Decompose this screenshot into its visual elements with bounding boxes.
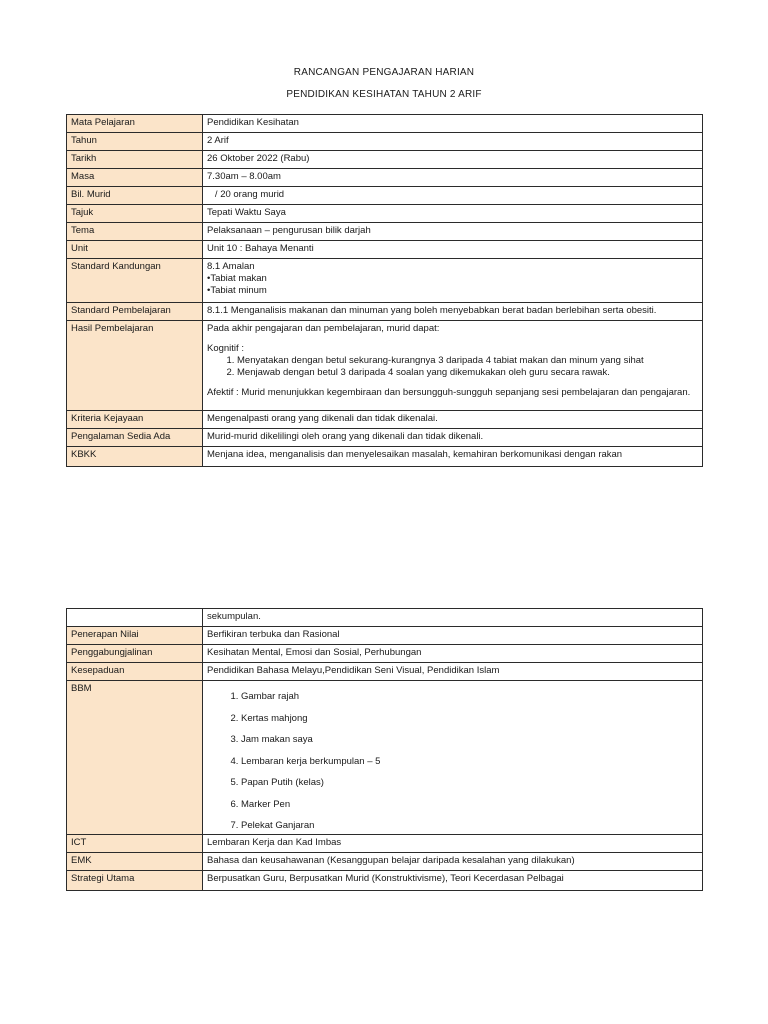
hasil-intro: Pada akhir pengajaran dan pembelajaran, murid dapat: (207, 323, 440, 334)
table-row (67, 835, 703, 853)
row-value: Tepati Waktu Saya (203, 205, 703, 223)
table-row (67, 609, 703, 627)
lesson-plan-table-1 (66, 114, 703, 467)
row-value: Murid-murid dikelilingi oleh orang yang dikenali dan tidak dikenali. (203, 429, 703, 447)
row-label: Tahun (67, 133, 203, 151)
row-label: Pengalaman Sedia Ada (67, 429, 203, 447)
standard-kandungan-heading: 8.1 Amalan (207, 261, 255, 272)
table-row (67, 169, 703, 187)
bbm-list (207, 691, 698, 832)
row-label: Penerapan Nilai (67, 627, 203, 645)
row-value: 2 Arif (203, 133, 703, 151)
kognitif-list (207, 355, 698, 379)
row-label: Kriteria Kejayaan (67, 411, 203, 429)
row-value: sekumpulan. (203, 609, 703, 627)
list-item: 7. Pelekat Ganjaran (241, 820, 698, 832)
row-label: Tema (67, 223, 203, 241)
table-row (67, 411, 703, 429)
row-value: Unit 10 : Bahaya Menanti (203, 241, 703, 259)
row-value: Berpusatkan Guru, Berpusatkan Murid (Konstruktivisme), Teori Kecerdasan Pelbagai (203, 871, 703, 891)
table-row (67, 321, 703, 411)
table-row (67, 871, 703, 891)
row-value: 7.30am – 8.00am (203, 169, 703, 187)
row-label: Tarikh (67, 151, 203, 169)
list-item: • Tabiat minum (207, 285, 698, 297)
row-label: Standard Pembelajaran (67, 303, 203, 321)
list-item: 2. Menjawab dengan betul 3 daripada 4 soalan yang dikemukakan oleh guru secara rawak. (237, 367, 698, 379)
row-value: Bahasa dan keusahawanan (Kesanggupan belajar daripada kesalahan yang dilakukan) (203, 853, 703, 871)
row-label (67, 609, 203, 627)
table-row (67, 151, 703, 169)
row-value: 8.1.1 Menganalisis makanan dan minuman yang boleh menyebabkan berat badan berlebihan serta obesiti. (203, 303, 703, 321)
row-value: Pendidikan Bahasa Melayu,Pendidikan Seni Visual, Pendidikan Islam (203, 663, 703, 681)
document-subtitle: PENDIDIKAN KESIHATAN TAHUN 2 ARIF (286, 89, 482, 100)
row-value: / 20 orang murid (203, 187, 703, 205)
table-row (67, 853, 703, 871)
row-label: Kesepaduan (67, 663, 203, 681)
row-value (203, 259, 703, 303)
list-item: 6. Marker Pen (241, 799, 698, 811)
row-label: Masa (67, 169, 203, 187)
row-value: Berfikiran terbuka dan Rasional (203, 627, 703, 645)
table-row (67, 115, 703, 133)
table-row (67, 205, 703, 223)
list-item: 2. Kertas mahjong (241, 713, 698, 725)
row-label: Penggabungjalinan (67, 645, 203, 663)
list-item: 4. Lembaran kerja berkumpulan – 5 (241, 756, 698, 768)
table-row (67, 663, 703, 681)
list-item: 3. Jam makan saya (241, 734, 698, 746)
kognitif-label: Kognitif : (207, 343, 244, 354)
row-label: Unit (67, 241, 203, 259)
row-value: Lembaran Kerja dan Kad Imbas (203, 835, 703, 853)
table-row (67, 259, 703, 303)
table-row (67, 645, 703, 663)
row-label: Standard Kandungan (67, 259, 203, 303)
lesson-plan-table-2 (66, 608, 703, 891)
table-row (67, 681, 703, 835)
afektif-text: Afektif : Murid menunjukkan kegembiraan dan bersungguh-sungguh sepanjang sesi pembelajaran dan pengajaran. (207, 387, 691, 398)
document-title: RANCANGAN PENGAJARAN HARIAN (293, 67, 475, 78)
row-label: KBKK (67, 447, 203, 467)
row-value: Kesihatan Mental, Emosi dan Sosial, Perhubungan (203, 645, 703, 663)
table-row (67, 627, 703, 645)
row-value: Pendidikan Kesihatan (203, 115, 703, 133)
row-value: Pelaksanaan – pengurusan bilik darjah (203, 223, 703, 241)
row-value (203, 321, 703, 411)
row-label: ICT (67, 835, 203, 853)
row-value: Mengenalpasti orang yang dikenali dan tidak dikenalai. (203, 411, 703, 429)
row-label: Mata Pelajaran (67, 115, 203, 133)
table-row (67, 303, 703, 321)
list-item: 1. Menyatakan dengan betul sekurang-kurangnya 3 daripada 4 tabiat makan dan minum yang sihat (237, 355, 698, 367)
table-row (67, 133, 703, 151)
row-value: 26 Oktober 2022 (Rabu) (203, 151, 703, 169)
table-row (67, 223, 703, 241)
list-item: 5. Papan Putih (kelas) (241, 777, 698, 789)
row-value (203, 681, 703, 835)
standard-kandungan-list (207, 273, 698, 297)
table-row (67, 429, 703, 447)
row-label: Strategi Utama (67, 871, 203, 891)
table-row (67, 241, 703, 259)
row-label: Bil. Murid (67, 187, 203, 205)
row-label: Tajuk (67, 205, 203, 223)
row-label: EMK (67, 853, 203, 871)
row-label: BBM (67, 681, 203, 835)
table-row (67, 447, 703, 467)
list-item: • Tabiat makan (207, 273, 698, 285)
table-row (67, 187, 703, 205)
list-item: 1. Gambar rajah (241, 691, 698, 703)
row-value: Menjana idea, menganalisis dan menyelesaikan masalah, kemahiran berkomunikasi dengan rakan (203, 447, 703, 467)
row-label: Hasil Pembelajaran (67, 321, 203, 411)
